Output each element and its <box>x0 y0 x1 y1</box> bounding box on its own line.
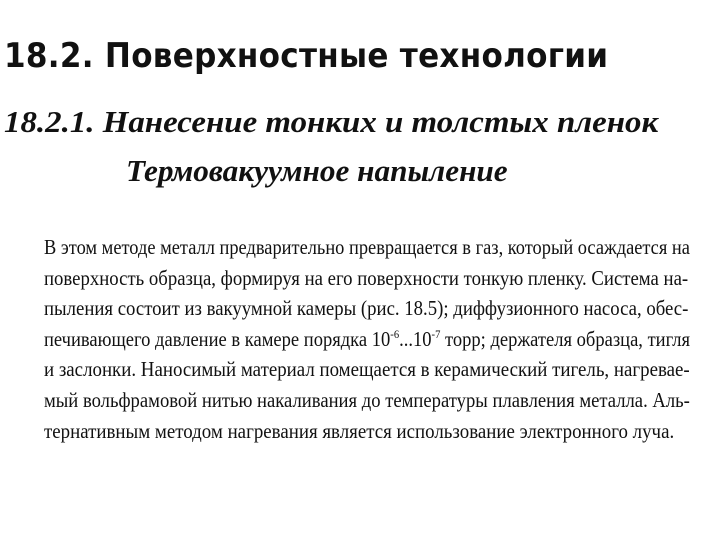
paragraph-line-3: пыления состоит из вакуумной камеры (рис. 18.5); диффузионного насоса, обес- <box>44 296 689 321</box>
exponent-1: -6 <box>390 326 400 341</box>
section-title: 18.2.1. Нанесение тонких и толстых пленок <box>4 104 659 139</box>
subsection-title: Термовакуумное напыление <box>126 153 508 188</box>
line-4-end: торр; держателя образца, тигля <box>440 326 691 351</box>
paragraph-line-1: В этом методе металл предварительно превращается в газ, который осаждается на <box>44 235 690 259</box>
paragraph-line-5: и заслонки. Наносимый материал помещается в керамический тигель, нагревае- <box>44 357 690 382</box>
line-4-start: печивающего давление в камере порядка 10 <box>44 326 391 351</box>
paragraph-line-7: тернативным методом нагревания является использование электронного луча. <box>44 418 675 443</box>
chapter-title: 18.2. Поверхностные технологии <box>4 36 609 76</box>
line-4-middle: ...10 <box>399 326 432 351</box>
exponent-2: -7 <box>431 326 441 341</box>
paragraph-line-2: поверхность образца, формируя на его поверхности тонкую пленку. Система на- <box>44 265 689 290</box>
body-paragraph <box>44 232 694 446</box>
paragraph-line-6: мый вольфрамовой нитью накаливания до температуры плавления металла. Аль- <box>44 387 690 412</box>
paragraph-line-4 <box>44 324 690 355</box>
